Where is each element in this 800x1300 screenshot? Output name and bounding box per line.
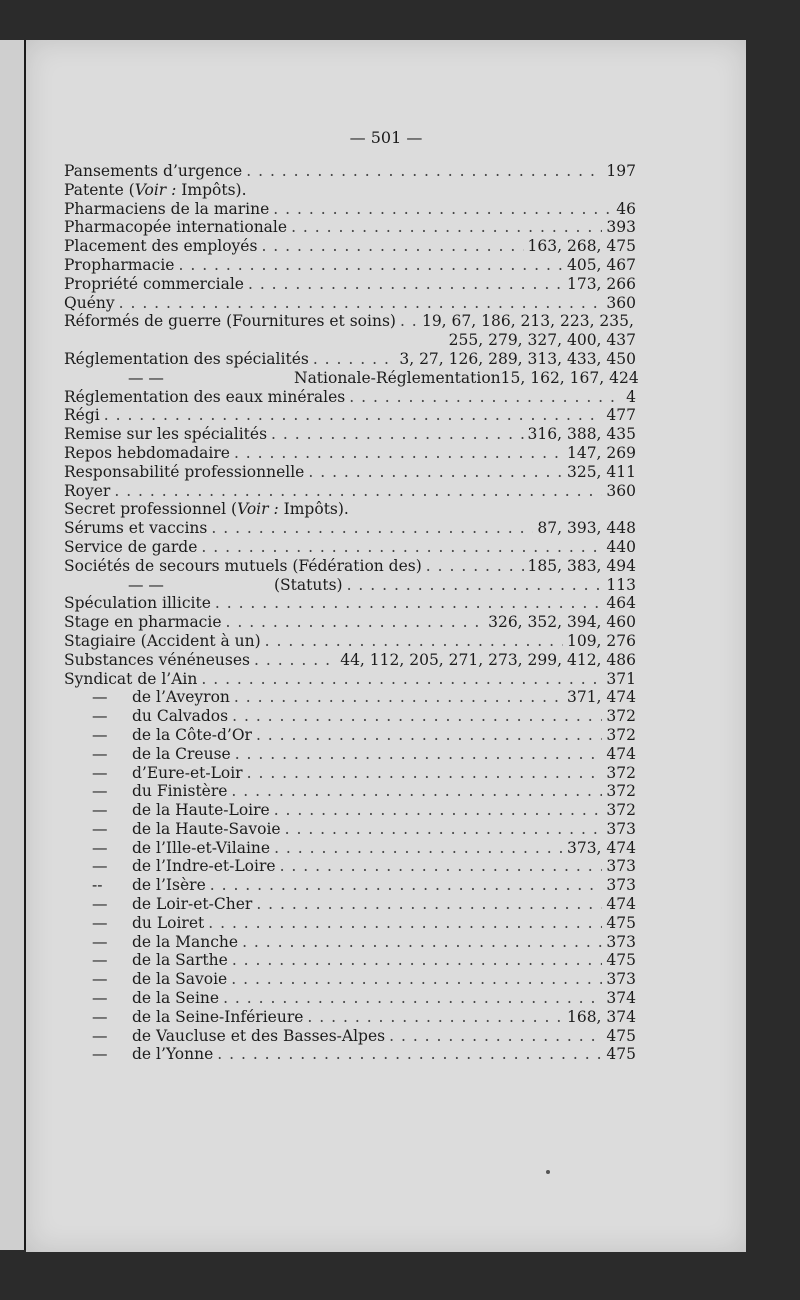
page-number: — 501 — [349, 128, 423, 147]
entry-pages: 15, 162, 167, 424 [500, 368, 639, 387]
entry-term: Régi [64, 406, 100, 425]
index-entry [64, 350, 636, 369]
dot-leader [178, 256, 562, 275]
dot-leader [265, 632, 563, 651]
entry-pages: 109, 276 [566, 631, 636, 650]
entry-term: de la Seine-Inférieure [132, 1007, 304, 1026]
book-page [26, 40, 746, 1252]
ditto-dash: — [92, 819, 108, 838]
index-subentry [64, 688, 636, 707]
entry-term: Repos hebdomadaire [64, 443, 230, 462]
entry-pages: 373, 474 [566, 838, 636, 857]
index-subentry [64, 933, 636, 952]
dot-leader [313, 350, 396, 369]
previous-page-edge [0, 40, 26, 1250]
dot-leader [208, 914, 602, 933]
entry-term: Propriété commerciale [64, 274, 244, 293]
entry-pages: 373 [606, 932, 636, 951]
index-entry [64, 425, 636, 444]
entry-pages: 360 [606, 481, 636, 500]
entry-pages: 46 [616, 199, 636, 218]
dot-leader [119, 294, 603, 313]
index-subentry [64, 951, 636, 970]
dot-leader [231, 970, 602, 989]
index-entry-continuation [64, 331, 636, 350]
entry-pages: 372 [606, 801, 636, 820]
entry-pages: 475 [606, 1026, 636, 1045]
entry-term: du Finistère [132, 782, 228, 801]
index-subentry [64, 914, 636, 933]
entry-term: de la Côte-d’Or [132, 725, 252, 744]
entry-pages: 197 [606, 162, 636, 180]
entry-pages: 474 [606, 744, 636, 763]
entry-term: de la Seine [132, 989, 220, 1008]
entry-pages: 44, 112, 205, 271, 273, 299, 412, 486 [340, 650, 636, 669]
index-subentry [64, 1027, 636, 1046]
entry-term: Stage en pharmacie [64, 613, 222, 632]
index-subentry [64, 726, 636, 745]
index-subentry [64, 801, 636, 820]
entry-pages: 372 [606, 707, 636, 726]
index-entry [64, 312, 636, 331]
entry-pages: 360 [606, 293, 636, 312]
entry-term: Réformés de guerre (Fournitures et soins) [64, 312, 396, 331]
entry-term: de Vaucluse et des Basses-Alpes [132, 1026, 386, 1045]
dot-leader [210, 876, 603, 895]
dot-leader [235, 745, 603, 764]
entry-pages: 255, 279, 327, 400, 437 [448, 331, 636, 350]
dot-leader [261, 237, 523, 256]
entry-term: Réglementation des spécialités [64, 349, 309, 368]
entry-pages: 113 [606, 575, 636, 594]
entry-pages: 474 [606, 895, 636, 914]
entry-term: de l’Aveyron [132, 688, 230, 707]
dot-leader [234, 444, 563, 463]
entry-pages: 372 [606, 763, 636, 782]
dot-leader [426, 557, 524, 576]
entry-term: Responsabilité professionnelle [64, 462, 305, 481]
entry-pages: 173, 266 [566, 274, 636, 293]
index-subentry [64, 1008, 636, 1027]
ditto-dash: — [92, 895, 108, 914]
index-entry [64, 651, 636, 670]
ditto-dash: — [92, 951, 108, 970]
entry-pages: 326, 352, 394, 460 [488, 613, 636, 632]
entry-term: du Loiret [132, 913, 205, 932]
entry-term: de la Sarthe [132, 951, 228, 970]
index-subentry [64, 970, 636, 989]
dot-leader [232, 951, 603, 970]
dot-leader [231, 782, 602, 801]
entry-pages: 19, 67, 186, 213, 223, 235, [421, 312, 634, 331]
ditto-dash: — [92, 744, 108, 763]
entry-pages: 475 [606, 913, 636, 932]
index-entry [64, 463, 636, 482]
entry-pages: 373 [606, 970, 636, 989]
ditto-dash: — [92, 1045, 108, 1064]
dot-leader [201, 670, 602, 689]
dot-leader [273, 200, 612, 219]
entry-term: de l’Indre-et-Loire [132, 857, 276, 876]
index-entry [64, 613, 636, 632]
entry-pages: 464 [606, 594, 636, 613]
entry-term: de la Manche [132, 932, 239, 951]
entry-term: Royer [64, 481, 111, 500]
ditto-dash: — [92, 688, 108, 707]
entry-term: de la Haute-Loire [132, 801, 270, 820]
entry-pages: 440 [606, 537, 636, 556]
ditto-dash: — [92, 707, 108, 726]
index-entry [64, 482, 636, 501]
dot-leader [234, 688, 563, 707]
dot-leader [400, 312, 418, 331]
ditto-dash: — [92, 1026, 108, 1045]
dot-leader [215, 594, 603, 613]
entry-term: Placement des employés [64, 237, 258, 256]
entry-term: Réglementation des eaux minérales [64, 387, 346, 406]
index-entry [64, 294, 636, 313]
dot-leader [291, 218, 602, 237]
ink-speck [546, 1170, 550, 1174]
ditto-dash: — [92, 970, 108, 989]
dot-leader [349, 388, 622, 407]
entry-pages: 168, 374 [566, 1007, 636, 1026]
entry-term: d’Eure-et-Loir [132, 763, 243, 782]
entry-term: de la Haute-Savoie [132, 819, 281, 838]
index-entry [64, 444, 636, 463]
ditto-dash: — [92, 989, 108, 1008]
entry-term: Service de garde [64, 537, 198, 556]
dot-leader [280, 857, 603, 876]
index-subentry [64, 1045, 636, 1064]
dot-leader [274, 801, 603, 820]
dot-leader [308, 463, 563, 482]
ditto-dash: — [92, 782, 108, 801]
entry-term: de l’Yonne [132, 1045, 214, 1064]
entry-term: Pansements d’urgence [64, 162, 243, 180]
entry-term: Pharmaciens de la marine [64, 199, 270, 218]
ditto-dashes: — — [128, 368, 164, 387]
index-subentry [64, 839, 636, 858]
ditto-dashes: — — [128, 575, 164, 594]
entry-pages: 374 [606, 989, 636, 1008]
ditto-dash: — [92, 763, 108, 782]
dot-leader [226, 613, 485, 632]
entry-pages: 372 [606, 725, 636, 744]
entry-pages: 393 [606, 218, 636, 237]
index-subentry [64, 764, 636, 783]
entry-term: du Calvados [132, 707, 229, 726]
dot-leader [256, 895, 602, 914]
ditto-dash: — [92, 932, 108, 951]
entry-term: Secret professionnel (Voir : Impôts). [64, 500, 349, 519]
index-subentry [64, 782, 636, 801]
entry-term: Propharmacie [64, 255, 175, 274]
entry-term: Substances vénéneuses [64, 650, 250, 669]
dot-leader [271, 425, 523, 444]
ditto-dash: — [92, 725, 108, 744]
entry-pages: 87, 393, 448 [537, 519, 636, 538]
dot-leader [201, 538, 602, 557]
dot-leader [104, 406, 603, 425]
dot-leader [254, 651, 336, 670]
index-subentry [64, 989, 636, 1008]
ditto-dash: -- [92, 876, 103, 895]
entry-term: de Loir-et-Cher [132, 895, 253, 914]
index-entry [64, 200, 636, 219]
dot-leader [232, 707, 602, 726]
entry-pages: 147, 269 [566, 443, 636, 462]
dot-leader [114, 482, 602, 501]
dot-leader [242, 933, 602, 952]
dot-leader [285, 820, 603, 839]
entry-term: de la Creuse [132, 744, 231, 763]
index-list [64, 162, 639, 1064]
dot-leader [211, 519, 533, 538]
entry-term: (Statuts) [274, 575, 343, 594]
index-entry [64, 670, 636, 689]
index-subentry [64, 876, 636, 895]
entry-term: Stagiaire (Accident à un) [64, 631, 261, 650]
index-entry [64, 519, 636, 538]
entry-pages: 373 [606, 876, 636, 895]
index-entry [64, 594, 636, 613]
dot-leader [389, 1027, 602, 1046]
index-entry [64, 237, 636, 256]
index-entry [64, 181, 636, 200]
entry-pages: 185, 383, 494 [527, 556, 636, 575]
ditto-dash: — [92, 857, 108, 876]
ditto-dash: — [92, 801, 108, 820]
index-entry [64, 576, 636, 595]
entry-pages: 373 [606, 857, 636, 876]
index-entry [64, 632, 636, 651]
index-entry [64, 388, 636, 407]
entry-pages: 405, 467 [566, 255, 636, 274]
entry-term: Quény [64, 293, 115, 312]
dot-leader [347, 576, 603, 595]
entry-term: Patente (Voir : Impôts). [64, 180, 247, 199]
dot-leader [248, 275, 563, 294]
entry-pages: 4 [626, 387, 636, 406]
entry-term: de la Savoie [132, 970, 228, 989]
entry-term: Pharmacopée internationale [64, 218, 288, 237]
index-subentry [64, 707, 636, 726]
index-entry [64, 275, 636, 294]
entry-pages: 3, 27, 126, 289, 313, 433, 450 [399, 349, 636, 368]
index-entry [64, 368, 639, 388]
dot-leader [274, 839, 563, 858]
entry-term: de l’Ille-et-Vilaine [132, 838, 271, 857]
dot-leader [247, 764, 603, 783]
index-entry [64, 557, 636, 576]
entry-pages: 477 [606, 406, 636, 425]
index-entry [64, 500, 636, 519]
entry-term: Nationale-Réglementation [294, 368, 501, 387]
dot-leader [246, 162, 602, 181]
entry-term: Remise sur les spécialités [64, 425, 268, 444]
entry-term: Sociétés de secours mutuels (Fédération des) [64, 556, 422, 575]
entry-pages: 325, 411 [566, 462, 636, 481]
index-entry [64, 256, 636, 275]
entry-term: Spéculation illicite [64, 594, 211, 613]
ditto-dash: — [92, 1007, 108, 1026]
index-subentry [64, 745, 636, 764]
index-entry [64, 218, 636, 237]
ditto-dash: — [92, 838, 108, 857]
dot-leader [217, 1045, 602, 1064]
index-entry [64, 406, 636, 425]
dot-leader [223, 989, 602, 1008]
index-entry [64, 538, 636, 557]
entry-term: de l’Isère [132, 876, 206, 895]
entry-pages: 163, 268, 475 [527, 237, 636, 256]
entry-pages: 316, 388, 435 [527, 425, 636, 444]
dot-leader [256, 726, 602, 745]
entry-pages: 475 [606, 951, 636, 970]
entry-pages: 372 [606, 782, 636, 801]
entry-term: Syndicat de l’Ain [64, 669, 198, 688]
entry-pages: 371, 474 [566, 688, 636, 707]
index-subentry [64, 857, 636, 876]
entry-pages: 371 [606, 669, 636, 688]
ditto-dash: — [92, 913, 108, 932]
index-subentry [64, 895, 636, 914]
dot-leader [307, 1008, 563, 1027]
index-subentry [64, 820, 636, 839]
entry-term: Sérums et vaccins [64, 519, 208, 538]
entry-pages: 373 [606, 819, 636, 838]
index-entry [64, 162, 636, 181]
entry-pages: 475 [606, 1045, 636, 1064]
